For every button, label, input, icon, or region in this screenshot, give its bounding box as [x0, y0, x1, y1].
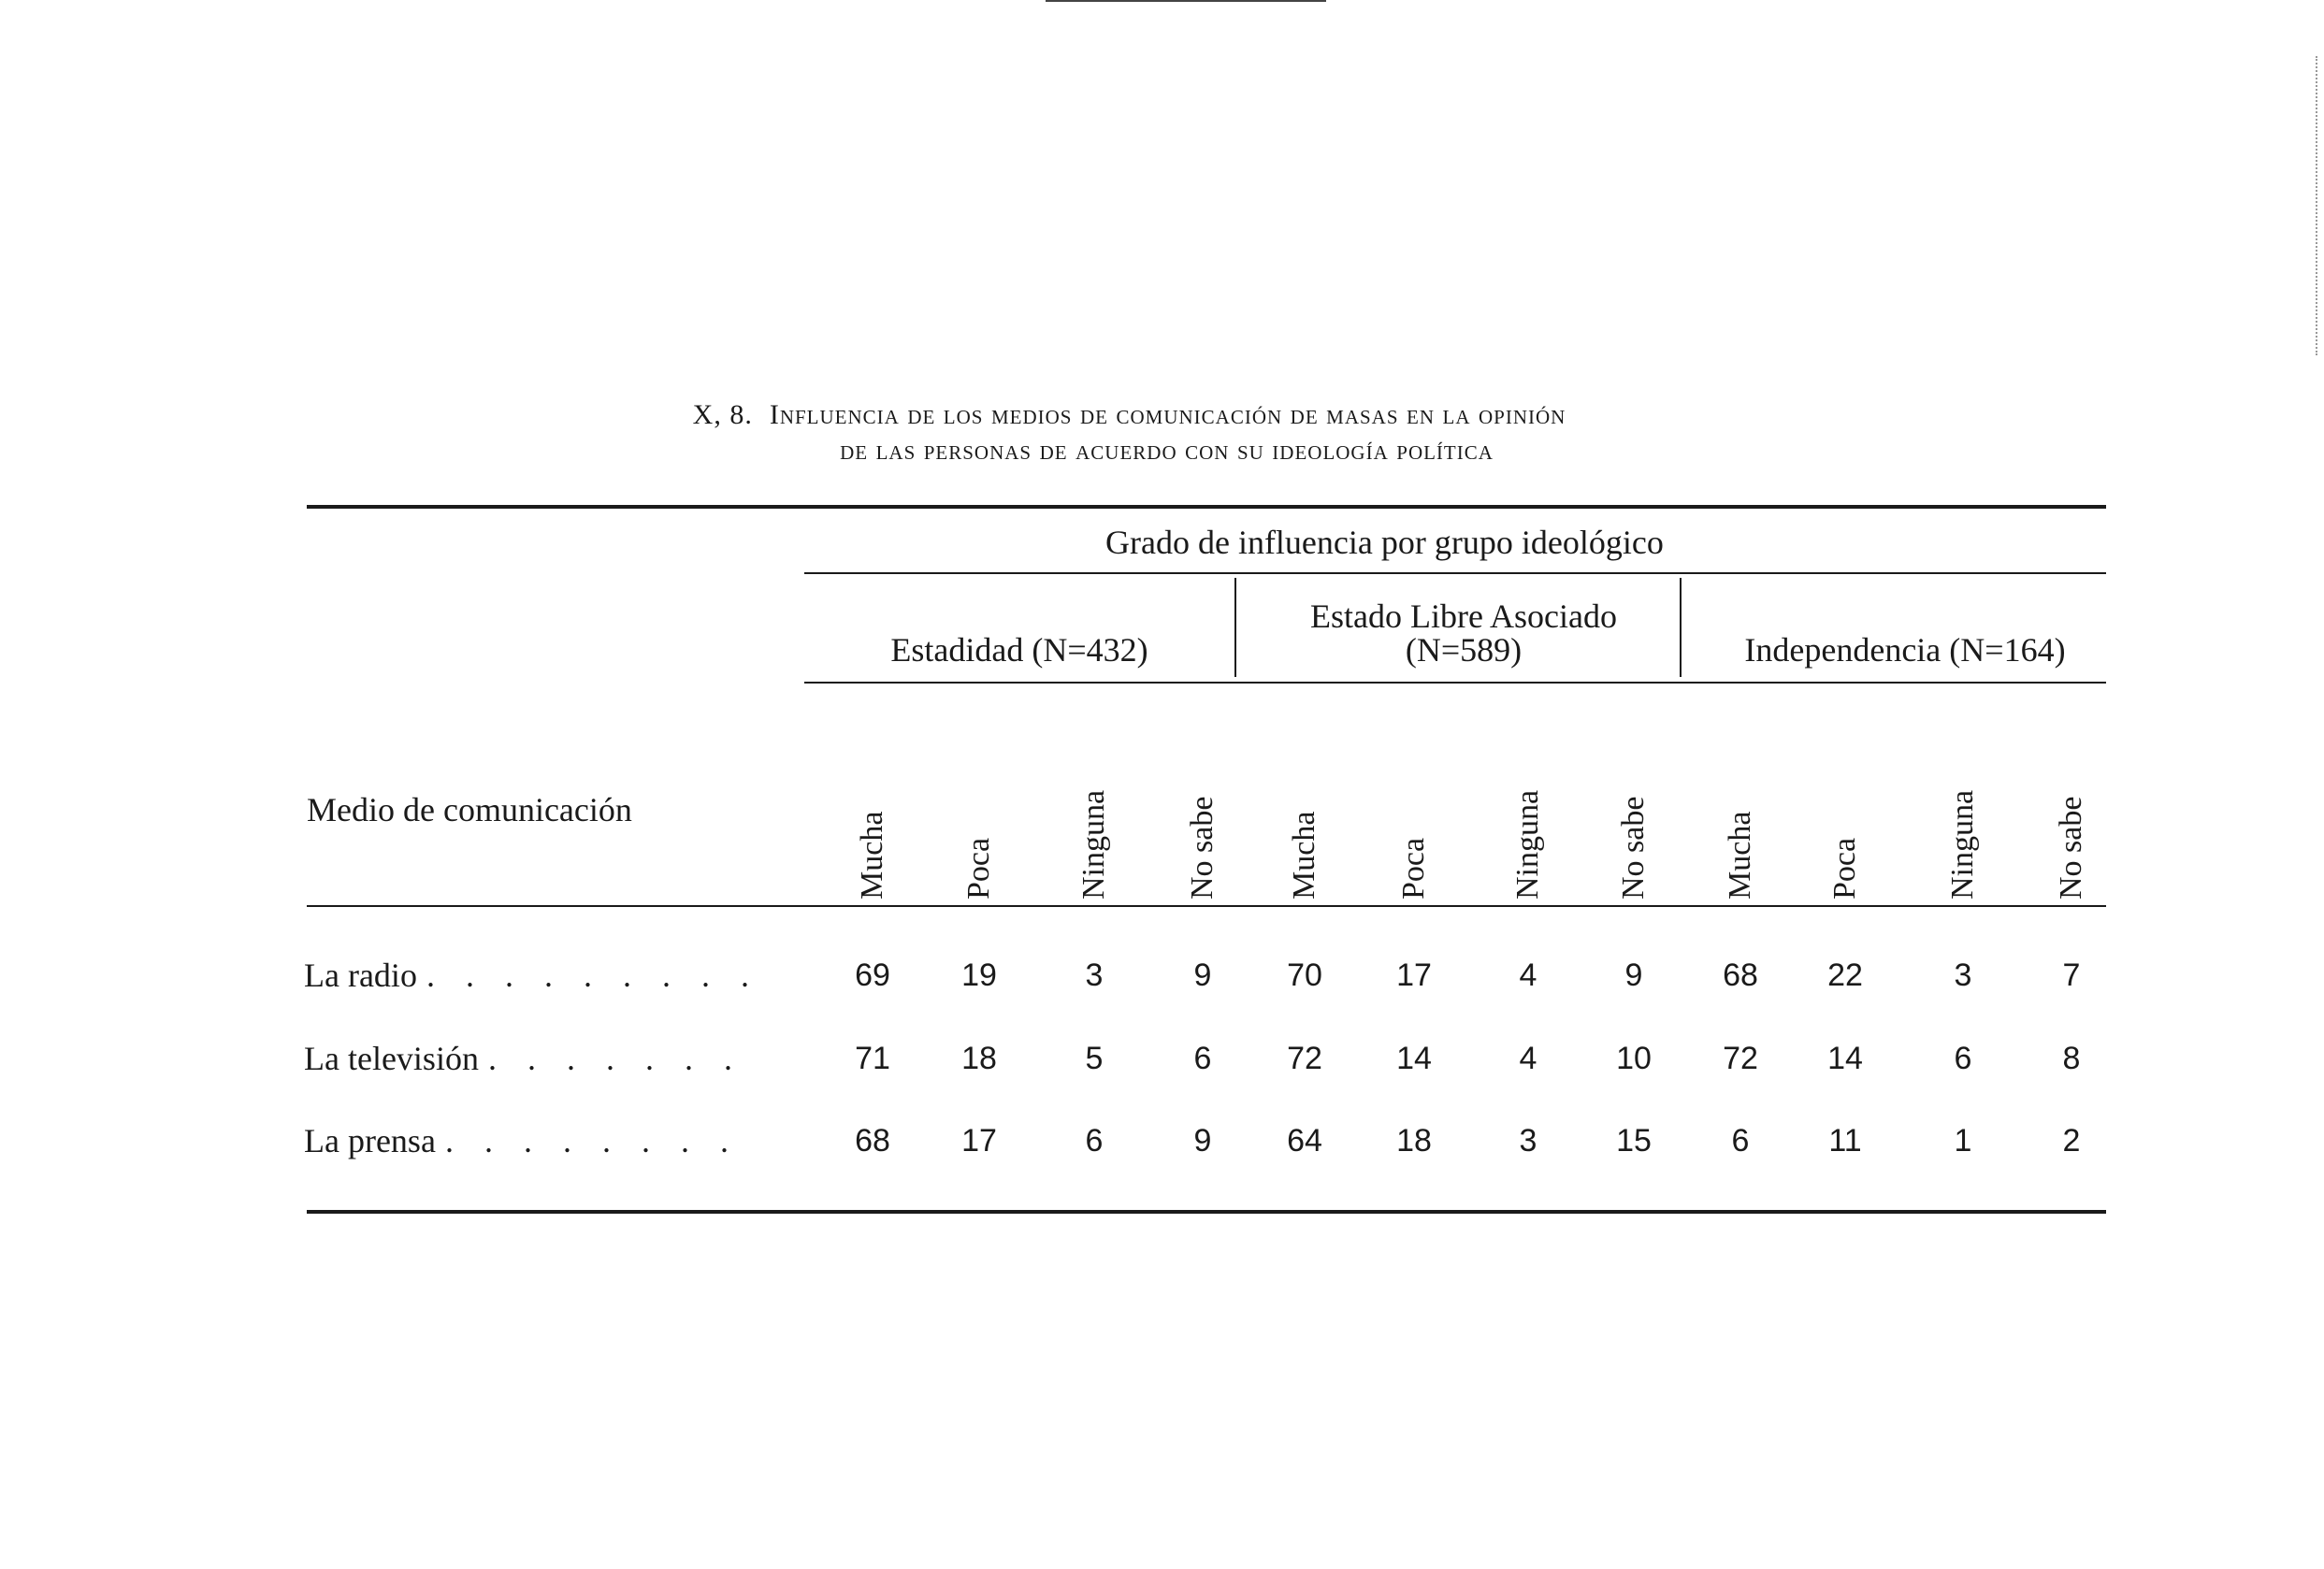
table-top-rule	[307, 505, 2106, 509]
table-cell: 18	[961, 1041, 997, 1076]
column-heading-1: Mucha	[855, 811, 889, 900]
column-heading-7: Ninguna	[1510, 789, 1545, 900]
table-cell: 72	[1723, 1041, 1758, 1076]
table-cell: 22	[1827, 957, 1863, 993]
table-cell: 14	[1827, 1041, 1863, 1076]
table-cell: 71	[855, 1041, 890, 1076]
caption-line-1	[0, 397, 2324, 433]
table-cell: 6	[1731, 1123, 1750, 1159]
row-label-text: La prensa	[304, 1122, 436, 1159]
spanner-rule	[804, 572, 2106, 574]
column-heading-2: Poca	[961, 837, 996, 900]
header-bottom-rule	[307, 905, 2106, 907]
table-cell: 68	[1723, 957, 1758, 993]
column-heading-10: Poca	[1827, 837, 1862, 900]
column-heading-4: No sabe	[1185, 796, 1220, 900]
page-top-rule	[1046, 0, 1326, 2]
table-cell: 19	[961, 957, 997, 993]
table-cell: 10	[1616, 1041, 1652, 1076]
table-cell: 70	[1287, 957, 1322, 993]
table-cell: 4	[1519, 1041, 1537, 1076]
group-separator-2	[1680, 578, 1682, 677]
group-estadidad-label: Estadidad (N=432)	[890, 631, 1148, 669]
page-edge-marks	[2316, 56, 2320, 355]
group-ela-label-2: (N=589)	[1405, 631, 1523, 669]
row-leader-dots: . . . . . . . .	[444, 1122, 740, 1159]
table-cell: 11	[1828, 1123, 1862, 1159]
caption-title-2: de las personas de acuerdo con su ideología política	[840, 435, 1494, 466]
table-cell: 72	[1287, 1041, 1322, 1076]
group-separator-1	[1234, 578, 1236, 677]
column-heading-3: Ninguna	[1076, 789, 1111, 900]
table-cell: 7	[2062, 957, 2081, 993]
table-cell: 17	[1396, 957, 1432, 993]
table-cell: 14	[1396, 1041, 1432, 1076]
column-heading-11: Ninguna	[1945, 789, 1980, 900]
table-cell: 3	[1085, 957, 1104, 993]
row-label	[304, 1040, 743, 1077]
table-cell: 2	[2062, 1123, 2081, 1159]
table-cell: 15	[1616, 1123, 1652, 1159]
spanner-heading: Grado de influencia por grupo ideológico	[1105, 524, 1664, 561]
table-cell: 1	[1954, 1123, 1972, 1159]
group-ela-label-1: Estado Libre Asociado	[1310, 597, 1617, 635]
column-heading-5: Mucha	[1287, 811, 1321, 900]
row-label-text: La radio	[304, 957, 417, 994]
group-independencia	[1695, 633, 2115, 667]
table-cell: 9	[1624, 957, 1643, 993]
table-cell: 68	[855, 1123, 890, 1159]
row-leader-dots: . . . . . . . . .	[426, 957, 760, 994]
table-bottom-rule	[307, 1210, 2106, 1214]
row-label-text: La televisión	[304, 1040, 479, 1077]
groups-rule	[804, 682, 2106, 684]
table-cell: 6	[1193, 1041, 1212, 1076]
table-number: X, 8.	[692, 399, 753, 430]
table-cell: 64	[1287, 1123, 1322, 1159]
table-cell: 3	[1519, 1123, 1537, 1159]
row-header: Medio de comunicación	[307, 791, 632, 828]
group-independencia-label: Independencia (N=164)	[1744, 631, 2066, 669]
row-label	[304, 1122, 740, 1159]
table-cell: 9	[1193, 1123, 1212, 1159]
column-heading-12: No sabe	[2054, 796, 2088, 900]
table-cell: 17	[961, 1123, 997, 1159]
table-cell: 4	[1519, 957, 1537, 993]
table-cell: 6	[1954, 1041, 1972, 1076]
group-estadidad	[804, 633, 1234, 667]
table-cell: 5	[1085, 1041, 1104, 1076]
table-cell: 3	[1954, 957, 1972, 993]
column-heading-9: Mucha	[1723, 811, 1757, 900]
group-ela	[1239, 599, 1688, 667]
column-heading-8: No sabe	[1616, 796, 1651, 900]
table-cell: 18	[1396, 1123, 1432, 1159]
table-caption	[0, 397, 2324, 468]
table-cell: 6	[1085, 1123, 1104, 1159]
column-heading-6: Poca	[1396, 837, 1431, 900]
caption-title-1: Influencia de los medios de comunicación de masas en la opinión	[769, 399, 1566, 430]
table-cell: 8	[2062, 1041, 2081, 1076]
row-label	[304, 957, 760, 994]
row-leader-dots: . . . . . . .	[487, 1040, 743, 1077]
table-cell: 9	[1193, 957, 1212, 993]
table-cell: 69	[855, 957, 890, 993]
